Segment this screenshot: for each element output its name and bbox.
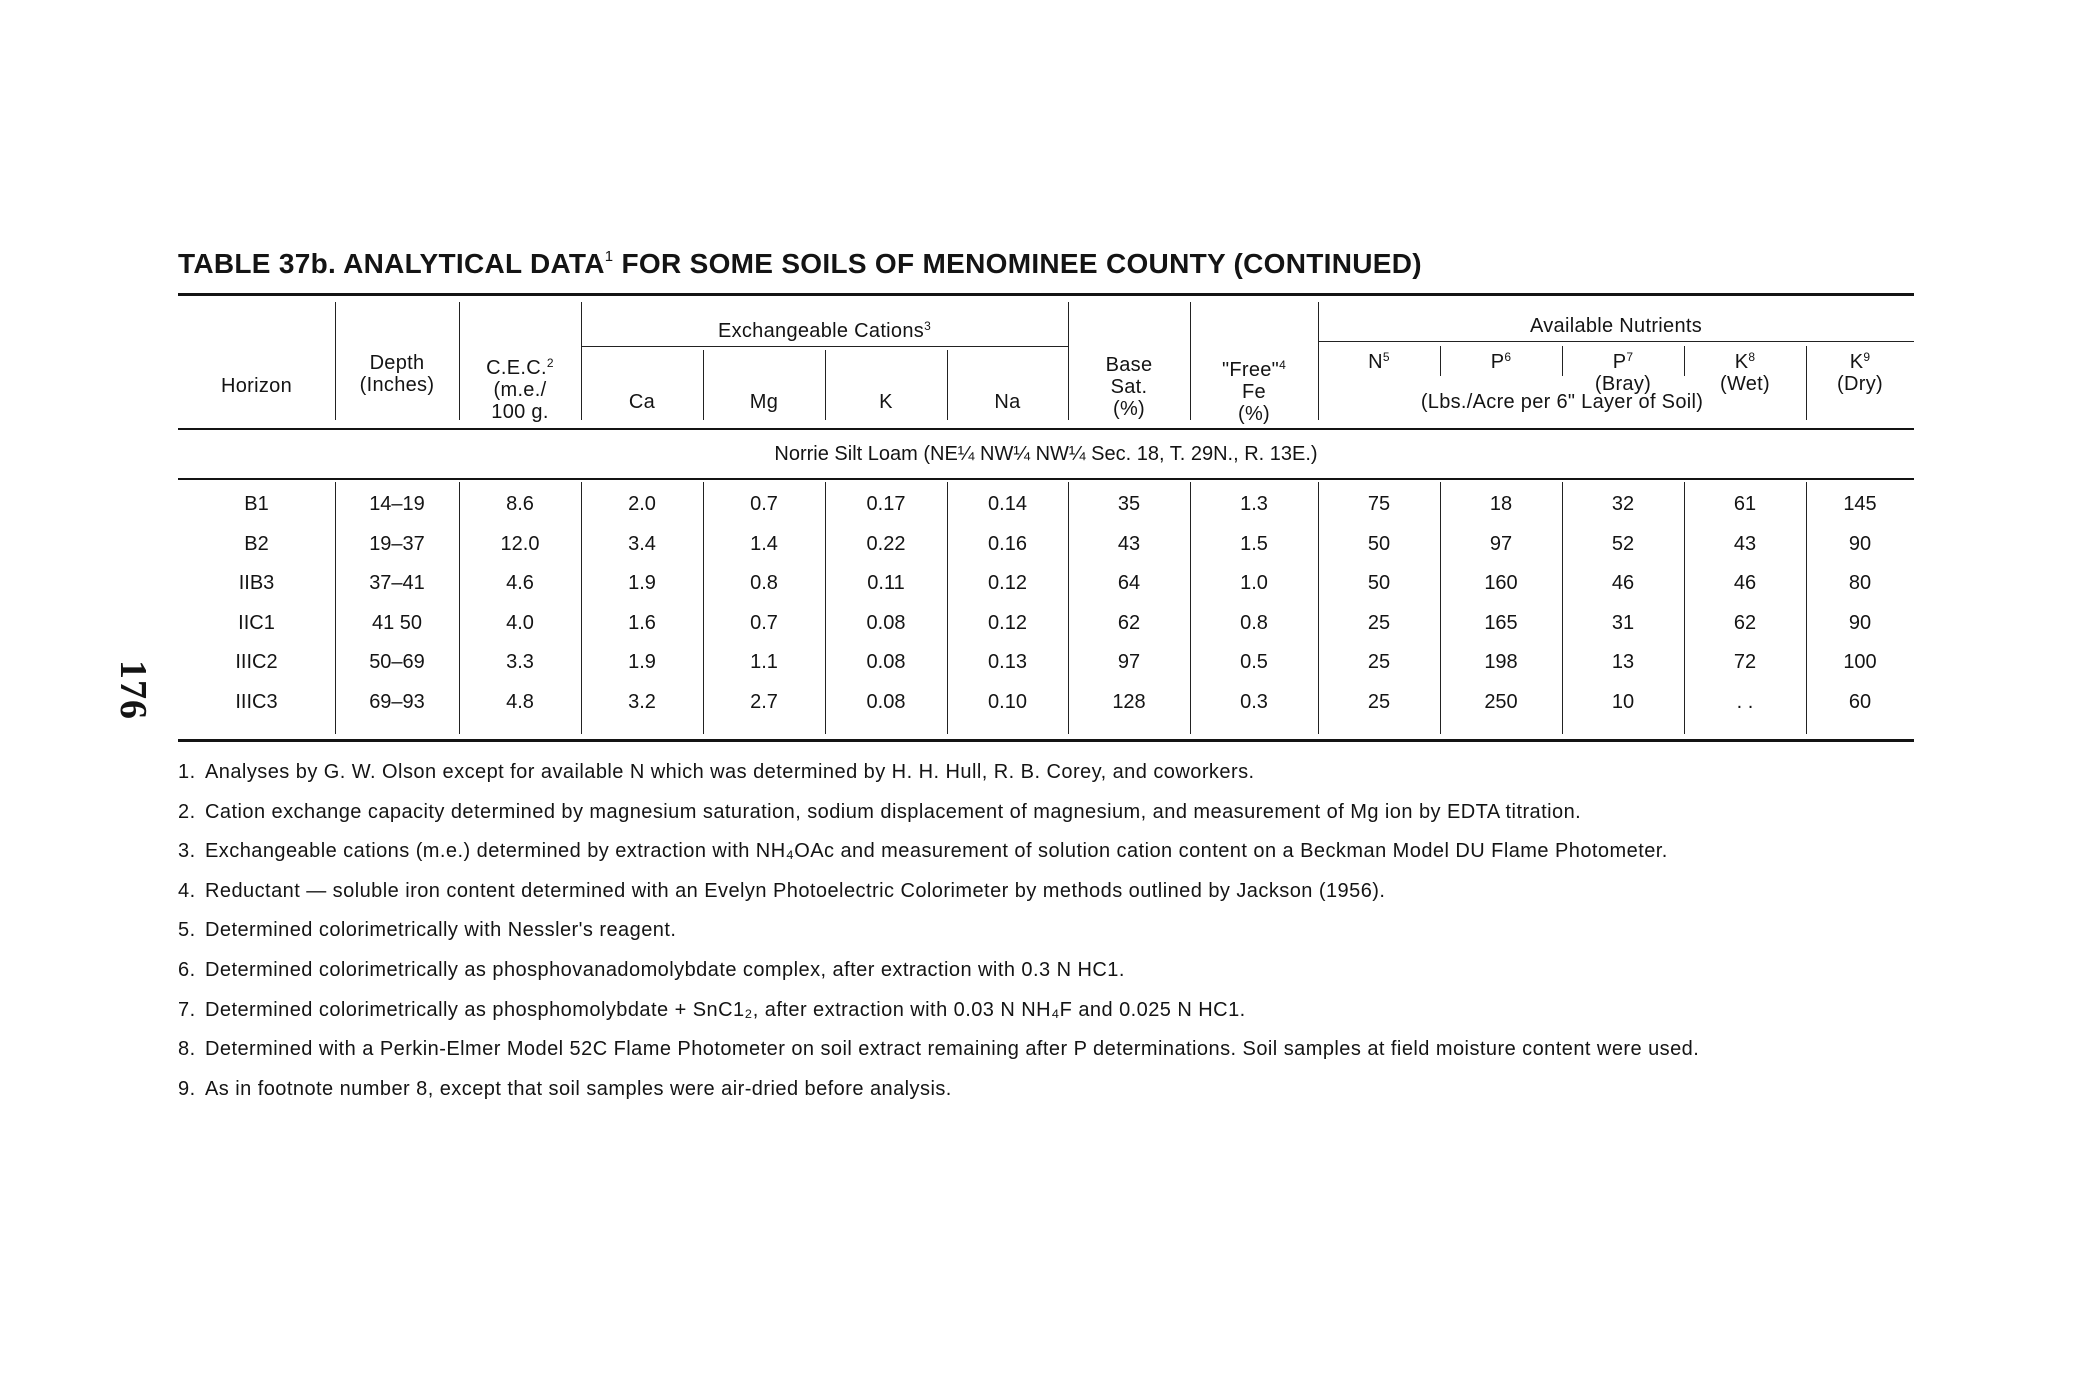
footnote-text: Cation exchange capacity determined by magnesium saturation, sodium displacement of magnesium, and measurement of Mg ion by EDTA titration. <box>205 800 1582 823</box>
cell-base-sat: 64 <box>1117 572 1141 594</box>
footnote-text: Determined colorimetrically as phosphovanadomolybdate complex, after extraction with 0.3 N HC1. <box>205 958 1125 981</box>
cell-mg: 0.8 <box>750 572 778 594</box>
cell-mg: 0.7 <box>750 611 778 634</box>
footnote-number: 9. <box>178 1077 196 1100</box>
footnote-text: Reductant — soluble iron content determined with an Evelyn Photoelectric Colorimeter by methods outlined by Jackson (1956). <box>205 879 1386 902</box>
cell-p6: 160 <box>1484 572 1518 594</box>
footnote-text: Analyses by G. W. Olson except for available N which was determined by H. H. Hull, R. B. Corey, and coworkers. <box>205 761 1255 783</box>
header-p6: $P^6$ <box>1490 350 1512 373</box>
cell-horizon: IIIC3 <box>235 690 278 713</box>
footnote-number: 6. <box>178 958 196 981</box>
header-base-sat: Base Sat. (%) <box>1105 354 1153 420</box>
cell-n: 25 <box>1367 611 1391 634</box>
soil-subtitle: Norrie Silt Loam (NE¼ NW¼ NW¼ Sec. 18, T. 29N., R. 13E.) <box>774 443 1318 465</box>
cell-mg: 2.7 <box>750 690 778 713</box>
cell-base-sat: 35 <box>1117 493 1141 515</box>
cell-p6: 97 <box>1489 532 1513 555</box>
cell-na: 0.13 <box>988 651 1027 673</box>
exchangeable-span-rule <box>581 346 1068 347</box>
header-mg: Mg <box>749 391 779 413</box>
cell-cec: 4.6 <box>506 572 534 594</box>
subtitle-bottom-rule <box>178 478 1914 480</box>
cell-ca: 1.6 <box>628 611 656 634</box>
footnote <box>178 991 1938 1031</box>
header-free-fe: "Free"$^4$ Fe (%) <box>1221 358 1287 425</box>
cell-na: 0.16 <box>988 532 1027 555</box>
cell-horizon: IIIC2 <box>235 651 278 673</box>
header-available-nutrients: Available Nutrients <box>1529 315 1703 337</box>
footnote-text: Exchangeable cations (m.e.) determined by extraction with NH₄OAc and measurement of solution cation content on a Beckman Model DU Flame Photometer. <box>205 840 1668 863</box>
cell-free-fe: 0.8 <box>1240 611 1268 634</box>
header-ca: Ca <box>628 391 656 413</box>
cell-ca: 1.9 <box>628 572 656 594</box>
header-na: Na <box>994 391 1021 413</box>
footnote <box>178 911 1938 951</box>
cell-horizon: B1 <box>244 493 269 515</box>
table-top-rule <box>178 293 1914 296</box>
page-number: 176 <box>112 660 154 720</box>
cell-k: 0.08 <box>866 651 906 673</box>
cell-depth: 19–37 <box>369 532 425 555</box>
cell-k9: 90 <box>1848 611 1872 634</box>
footnote <box>178 951 1938 991</box>
footnote-number: 7. <box>178 998 196 1021</box>
table-bottom-rule <box>178 739 1914 742</box>
cell-p6: 250 <box>1484 690 1518 713</box>
footnote <box>178 1070 1938 1110</box>
header-p7: $P^7$ (Bray) <box>1594 350 1652 395</box>
footnote-text: Determined with a Perkin-Elmer Model 52C Flame Photometer on soil extract remaining after P determinations. Soil samples at field moisture content were used. <box>205 1038 1700 1061</box>
cell-p7: 52 <box>1611 532 1635 555</box>
cell-k9: 80 <box>1848 572 1872 594</box>
cell-base-sat: 97 <box>1117 651 1141 673</box>
cell-n: 25 <box>1367 690 1391 713</box>
cell-k9: 100 <box>1843 651 1877 673</box>
cell-base-sat: 43 <box>1117 532 1141 555</box>
cell-n: 50 <box>1367 532 1391 555</box>
cell-depth: 69–93 <box>369 690 425 713</box>
cell-k8: 43 <box>1733 532 1757 555</box>
footnote-text: As in footnote number 8, except that soil samples were air-dried before analysis. <box>205 1077 952 1100</box>
cell-p6: 165 <box>1484 611 1518 634</box>
footnote <box>178 1030 1938 1070</box>
cell-depth: 14–19 <box>369 493 425 515</box>
cell-depth: 41 50 <box>371 611 423 634</box>
cell-free-fe: 0.3 <box>1240 690 1268 713</box>
cell-p7: 10 <box>1611 690 1635 713</box>
cell-k: 0.08 <box>866 690 906 713</box>
cell-horizon: IIB3 <box>238 572 275 594</box>
cell-n: 50 <box>1367 572 1391 594</box>
cell-cec: 4.0 <box>506 611 534 634</box>
available-span-rule <box>1318 341 1914 342</box>
cell-mg: 1.1 <box>750 651 778 673</box>
cell-k8: . . <box>1736 690 1754 713</box>
cell-k: 0.22 <box>866 532 906 555</box>
cell-p7: 13 <box>1611 651 1635 673</box>
cell-k8: 62 <box>1733 611 1757 634</box>
table-row <box>178 604 1914 643</box>
cell-k8: 72 <box>1733 651 1757 673</box>
cell-na: 0.10 <box>988 690 1027 713</box>
header-k: K <box>879 391 893 413</box>
cell-free-fe: 1.5 <box>1240 532 1268 555</box>
cell-base-sat: 62 <box>1117 611 1141 634</box>
header-k9: $K^9$ (Dry) <box>1837 350 1883 395</box>
cell-ca: 3.4 <box>628 532 656 555</box>
footnote-number: 4. <box>178 879 196 902</box>
cell-mg: 0.7 <box>750 493 778 515</box>
footnote <box>178 793 1938 833</box>
cell-p7: 32 <box>1611 493 1635 515</box>
cell-na: 0.12 <box>988 572 1027 594</box>
cell-base-sat: 128 <box>1112 690 1146 713</box>
header-bottom-rule <box>178 428 1914 430</box>
header-cec: C.E.C.$^2$ (m.e./ 100 g. <box>486 356 554 423</box>
footnote-number: 1. <box>178 761 196 783</box>
footnote <box>178 753 1938 793</box>
header-k8: $K^8$ (Wet) <box>1719 350 1770 395</box>
cell-depth: 50–69 <box>369 651 425 673</box>
cell-k: 0.17 <box>866 493 906 515</box>
cell-horizon: IIC1 <box>238 611 275 634</box>
cell-k8: 46 <box>1733 572 1757 594</box>
cell-ca: 2.0 <box>628 493 656 515</box>
cell-na: 0.12 <box>988 611 1027 634</box>
header-exchangeable-cations: Exchangeable Cations$^3$ <box>717 319 932 342</box>
table-row <box>178 683 1914 722</box>
cell-cec: 8.6 <box>506 493 534 515</box>
cell-p6: 18 <box>1489 493 1513 515</box>
cell-p6: 198 <box>1484 651 1518 673</box>
cell-ca: 3.2 <box>628 690 656 713</box>
cell-cec: 4.8 <box>506 690 534 713</box>
header-horizon: Horizon <box>220 375 293 397</box>
cell-k9: 90 <box>1848 532 1872 555</box>
cell-n: 25 <box>1367 651 1391 673</box>
cell-k: 0.08 <box>866 611 906 634</box>
cell-p7: 31 <box>1611 611 1635 634</box>
footnote <box>178 872 1938 912</box>
header-units: (Lbs./Acre per 6" Layer of Soil) <box>1420 391 1704 413</box>
footnote-text: Determined colorimetrically as phosphomolybdate + SnC1₂, after extraction with 0.03 N NH₄F and 0.025 N HC1. <box>205 998 1246 1021</box>
cell-free-fe: 0.5 <box>1240 651 1268 673</box>
cell-depth: 37–41 <box>369 572 425 594</box>
table-title: TABLE 37b. ANALYTICAL DATA$^1$ FOR SOME SOILS OF MENOMINEE COUNTY (CONTINUED) <box>178 248 1422 279</box>
table-row <box>178 564 1914 603</box>
cell-p7: 46 <box>1611 572 1635 594</box>
cell-cec: 3.3 <box>506 651 534 673</box>
cell-n: 75 <box>1367 493 1391 515</box>
cell-mg: 1.4 <box>750 532 778 555</box>
table-row <box>178 643 1914 682</box>
footnotes <box>178 753 1938 1109</box>
footnote-number: 2. <box>178 800 196 823</box>
cell-horizon: B2 <box>244 532 269 555</box>
footnote-number: 5. <box>178 919 196 942</box>
footnote <box>178 832 1938 872</box>
cell-k: 0.11 <box>867 572 905 594</box>
footnote-number: 8. <box>178 1038 196 1061</box>
footnote-number: 3. <box>178 840 196 863</box>
cell-na: 0.14 <box>988 493 1027 515</box>
cell-ca: 1.9 <box>628 651 656 673</box>
cell-free-fe: 1.0 <box>1240 572 1268 594</box>
footnote-text: Determined colorimetrically with Nessler's reagent. <box>205 919 677 942</box>
cell-k9: 145 <box>1843 493 1877 515</box>
cell-k8: 61 <box>1733 493 1757 515</box>
table-row <box>178 525 1914 564</box>
header-depth: Depth (Inches) <box>359 352 435 396</box>
cell-k9: 60 <box>1848 690 1872 713</box>
table-row <box>178 485 1914 524</box>
cell-free-fe: 1.3 <box>1240 493 1268 515</box>
header-n: $N^5$ <box>1368 350 1390 373</box>
cell-cec: 12.0 <box>500 532 540 555</box>
